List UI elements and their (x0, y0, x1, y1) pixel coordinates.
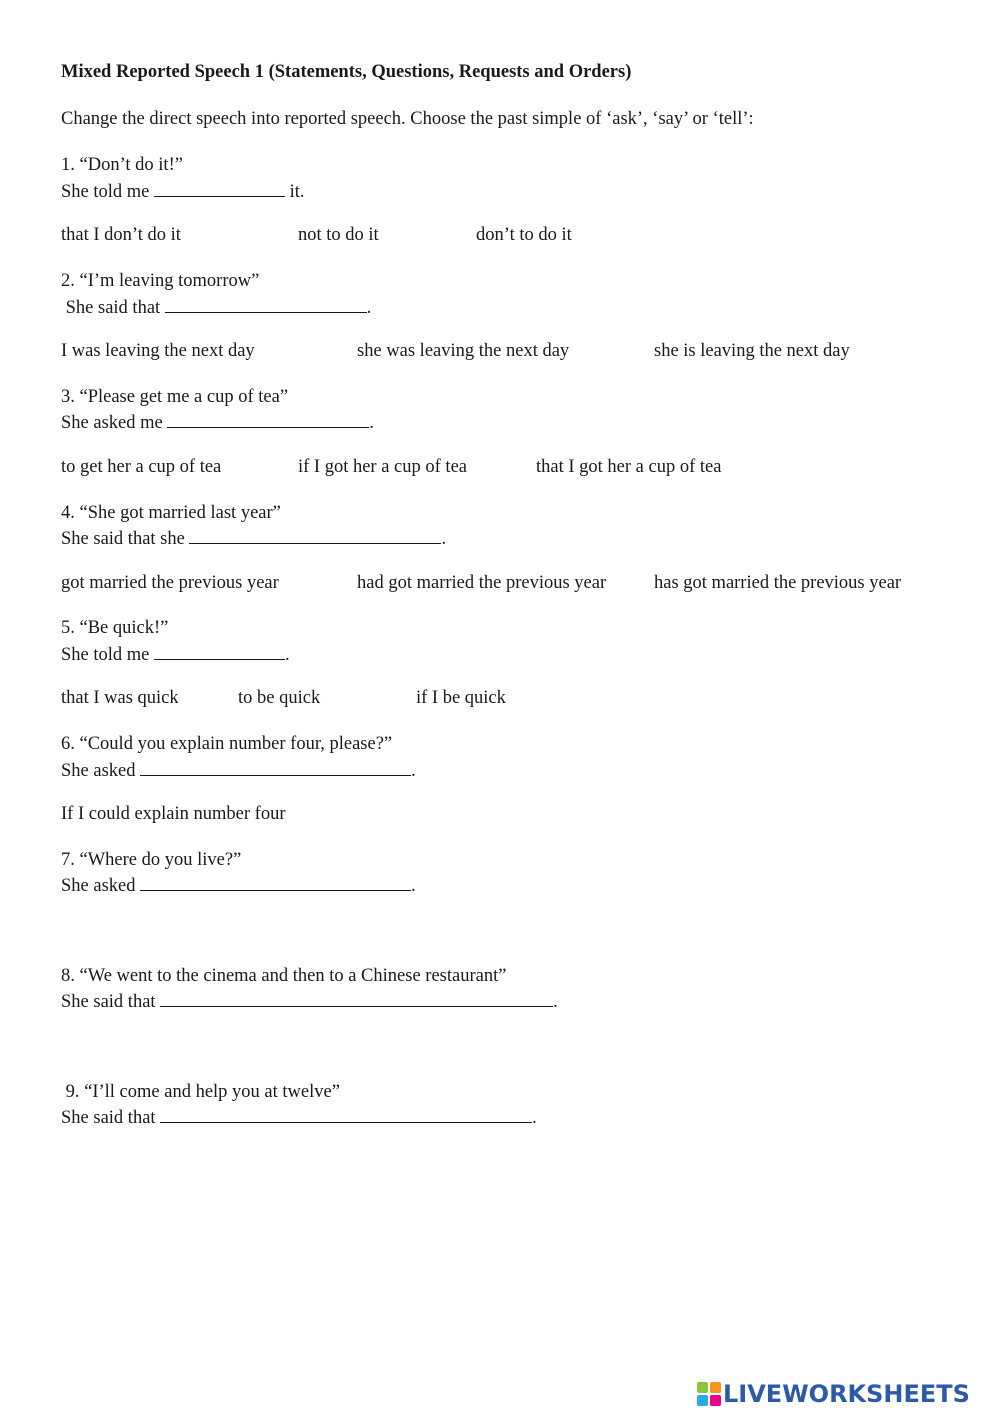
answer-tail: . (553, 992, 558, 1012)
option-4c[interactable]: has got married the previous year (654, 573, 902, 593)
option-5a[interactable]: that I was quick (61, 688, 179, 708)
question-prompt: 7. “Where do you live?” (61, 850, 242, 870)
answer-blank[interactable] (165, 296, 367, 313)
question-prompt: 1. “Don’t do it!” (61, 155, 183, 175)
question-prompt: 3. “Please get me a cup of tea” (61, 387, 289, 407)
answer-blank[interactable] (189, 527, 441, 544)
answer-lead: She told me (61, 645, 150, 665)
answer-lead: She asked me (61, 413, 163, 433)
option-3b[interactable]: if I got her a cup of tea (298, 457, 467, 477)
answer-tail: . (366, 298, 372, 318)
question-prompt: 6. “Could you explain number four, please?” (61, 734, 393, 754)
answer-lead: She told me (61, 182, 150, 202)
answer-line (61, 411, 374, 433)
question-prompt: 8. “We went to the cinema and then to a Chinese restaurant” (61, 966, 507, 986)
answer-line (61, 759, 416, 781)
answer-lead: She said that (61, 298, 161, 318)
answer-tail: it. (285, 182, 305, 202)
answer-line (61, 990, 558, 1012)
answer-tail: . (441, 529, 447, 549)
answer-tail: . (285, 645, 290, 665)
answer-blank[interactable] (140, 759, 411, 776)
option-3c[interactable]: that I got her a cup of tea (536, 457, 722, 477)
option-3a[interactable]: to get her a cup of tea (61, 457, 222, 477)
answer-blank[interactable] (160, 990, 553, 1007)
answer-line (61, 643, 290, 665)
answer-blank[interactable] (167, 411, 369, 428)
question-prompt: 4. “She got married last year” (61, 503, 281, 523)
answer-line (61, 527, 446, 549)
logo-text: LIVEWORKSHEETS (723, 1380, 970, 1408)
answer-lead: She said that (61, 992, 156, 1012)
answer-tail: . (532, 1108, 537, 1128)
question-prompt: 9. “I’ll come and help you at twelve” (61, 1082, 340, 1102)
answer-blank[interactable] (154, 180, 285, 197)
page-title: Mixed Reported Speech 1 (Statements, Questions, Requests and Orders) (61, 62, 632, 82)
option-5b[interactable]: to be quick (238, 688, 321, 708)
answer-blank[interactable] (154, 643, 285, 660)
answer-lead: She asked (61, 761, 136, 781)
option-4a[interactable]: got married the previous year (61, 573, 279, 593)
option-1b[interactable]: not to do it (298, 225, 379, 245)
answer-lead: She said that she (61, 529, 185, 549)
answer-line (61, 1106, 537, 1128)
question-prompt: 2. “I’m leaving tomorrow” (61, 271, 260, 291)
answer-blank[interactable] (140, 874, 411, 891)
answer-line (61, 180, 305, 202)
option-1c[interactable]: don’t to do it (476, 225, 572, 245)
option-2a[interactable]: I was leaving the next day (61, 341, 255, 361)
liveworksheets-logo (697, 1380, 970, 1408)
answer-tail: . (369, 413, 374, 433)
option-5c[interactable]: if I be quick (416, 688, 506, 708)
answer-line (61, 874, 416, 896)
option-1a[interactable]: that I don’t do it (61, 225, 181, 245)
answer-lead: She said that (61, 1108, 156, 1128)
instructions: Change the direct speech into reported speech. Choose the past simple of ‘ask’, ‘say’ or ‘tell’: (61, 109, 754, 129)
answer-tail: . (411, 876, 416, 896)
option-4b[interactable]: had got married the previous year (357, 573, 607, 593)
question-prompt: 5. “Be quick!” (61, 618, 169, 638)
answer-line (61, 296, 371, 318)
option-6a[interactable]: If I could explain number four (61, 804, 286, 824)
answer-lead: She asked (61, 876, 136, 896)
answer-tail: . (411, 761, 416, 781)
option-2c[interactable]: she is leaving the next day (654, 341, 850, 361)
option-2b[interactable]: she was leaving the next day (357, 341, 570, 361)
answer-blank[interactable] (160, 1106, 532, 1123)
liveworksheets-logo-icon (697, 1382, 721, 1406)
